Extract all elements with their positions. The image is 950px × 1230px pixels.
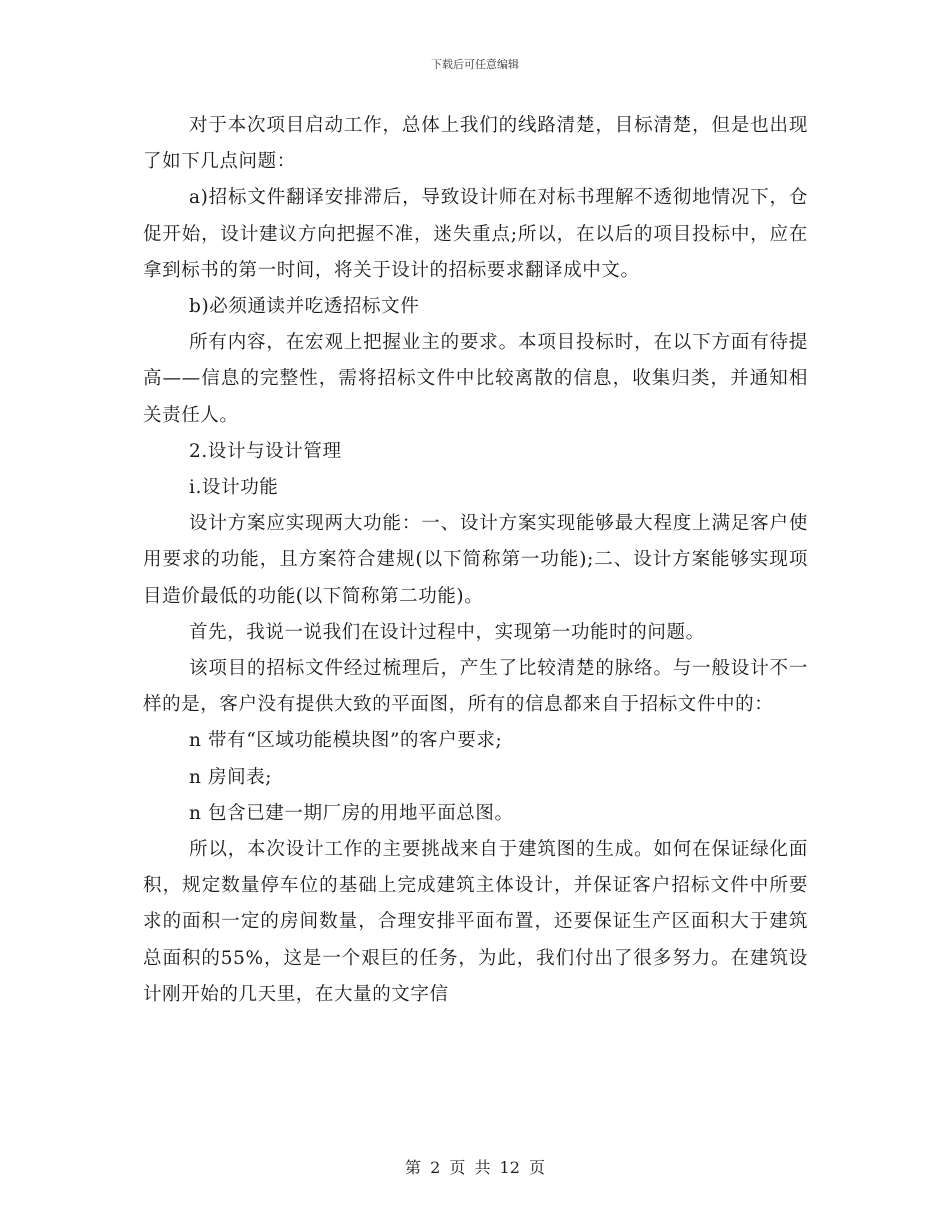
- page-number-footer: 第 2 页 共 12 页: [405, 1158, 545, 1177]
- document-body: [143, 108, 808, 1013]
- list-item-room-table: n 房间表;: [189, 766, 273, 788]
- list-item-requirements: n 带有“区域功能模块图”的客户要求;: [189, 730, 503, 752]
- paragraph-issue-b-detail: 所有内容，在宏观上把握业主的要求。本项目投标时，在以下方面有待提高——信息的完整性，需将招标文件中比较离散的信息，收集归类，并通知相关责任人。: [143, 332, 808, 426]
- paragraph-intro: 对于本次项目启动工作，总体上我们的线路清楚，目标清楚，但是也出现了如下几点问题：: [143, 115, 808, 173]
- list-item-site-plan: n 包含已建一期厂房的用地平面总图。: [189, 802, 514, 824]
- paragraph-first-function: 首先，我说一说我们在设计过程中，实现第一功能时的问题。: [189, 621, 705, 643]
- paragraph-challenge: 所以，本次设计工作的主要挑战来自于建筑图的生成。如何在保证绿化面积，规定数量停车位的基础上完成建筑主体设计，并保证客户招标文件中所要求的面积一定的房间数量，合理安排平面布置，还要保证生产区面积大于建筑总面积的55%，这是一个艰巨的任务，为此，我们付出了很多努力。在建筑设计刚开始的几天里，在大量的文字信: [143, 839, 808, 1005]
- page-header-note: 下载后可任意编辑: [431, 58, 519, 71]
- subsection-heading-function: i.设计功能: [189, 477, 279, 499]
- paragraph-issue-a: a)招标文件翻译安排滞后，导致设计师在对标书理解不透彻地情况下，仓促开始，设计建议方向把握不准，迷失重点;所以，在以后的项目投标中，应在拿到标书的第一时间，将关于设计的招标要求翻译成中文。: [143, 187, 808, 281]
- section-heading-design: 2.设计与设计管理: [189, 440, 342, 462]
- paragraph-issue-b: b)必须通读并吃透招标文件: [189, 296, 420, 318]
- paragraph-two-functions: 设计方案应实现两大功能：一、设计方案实现能够最大程度上满足客户使用要求的功能，且方案符合建规(以下简称第一功能);二、设计方案能够实现项目造价最低的功能(以下简称第二功能)。: [143, 513, 808, 607]
- paragraph-tender-docs: 该项目的招标文件经过梳理后，产生了比较清楚的脉络。与一般设计不一样的是，客户没有提供大致的平面图，所有的信息都来自于招标文件中的：: [143, 658, 808, 716]
